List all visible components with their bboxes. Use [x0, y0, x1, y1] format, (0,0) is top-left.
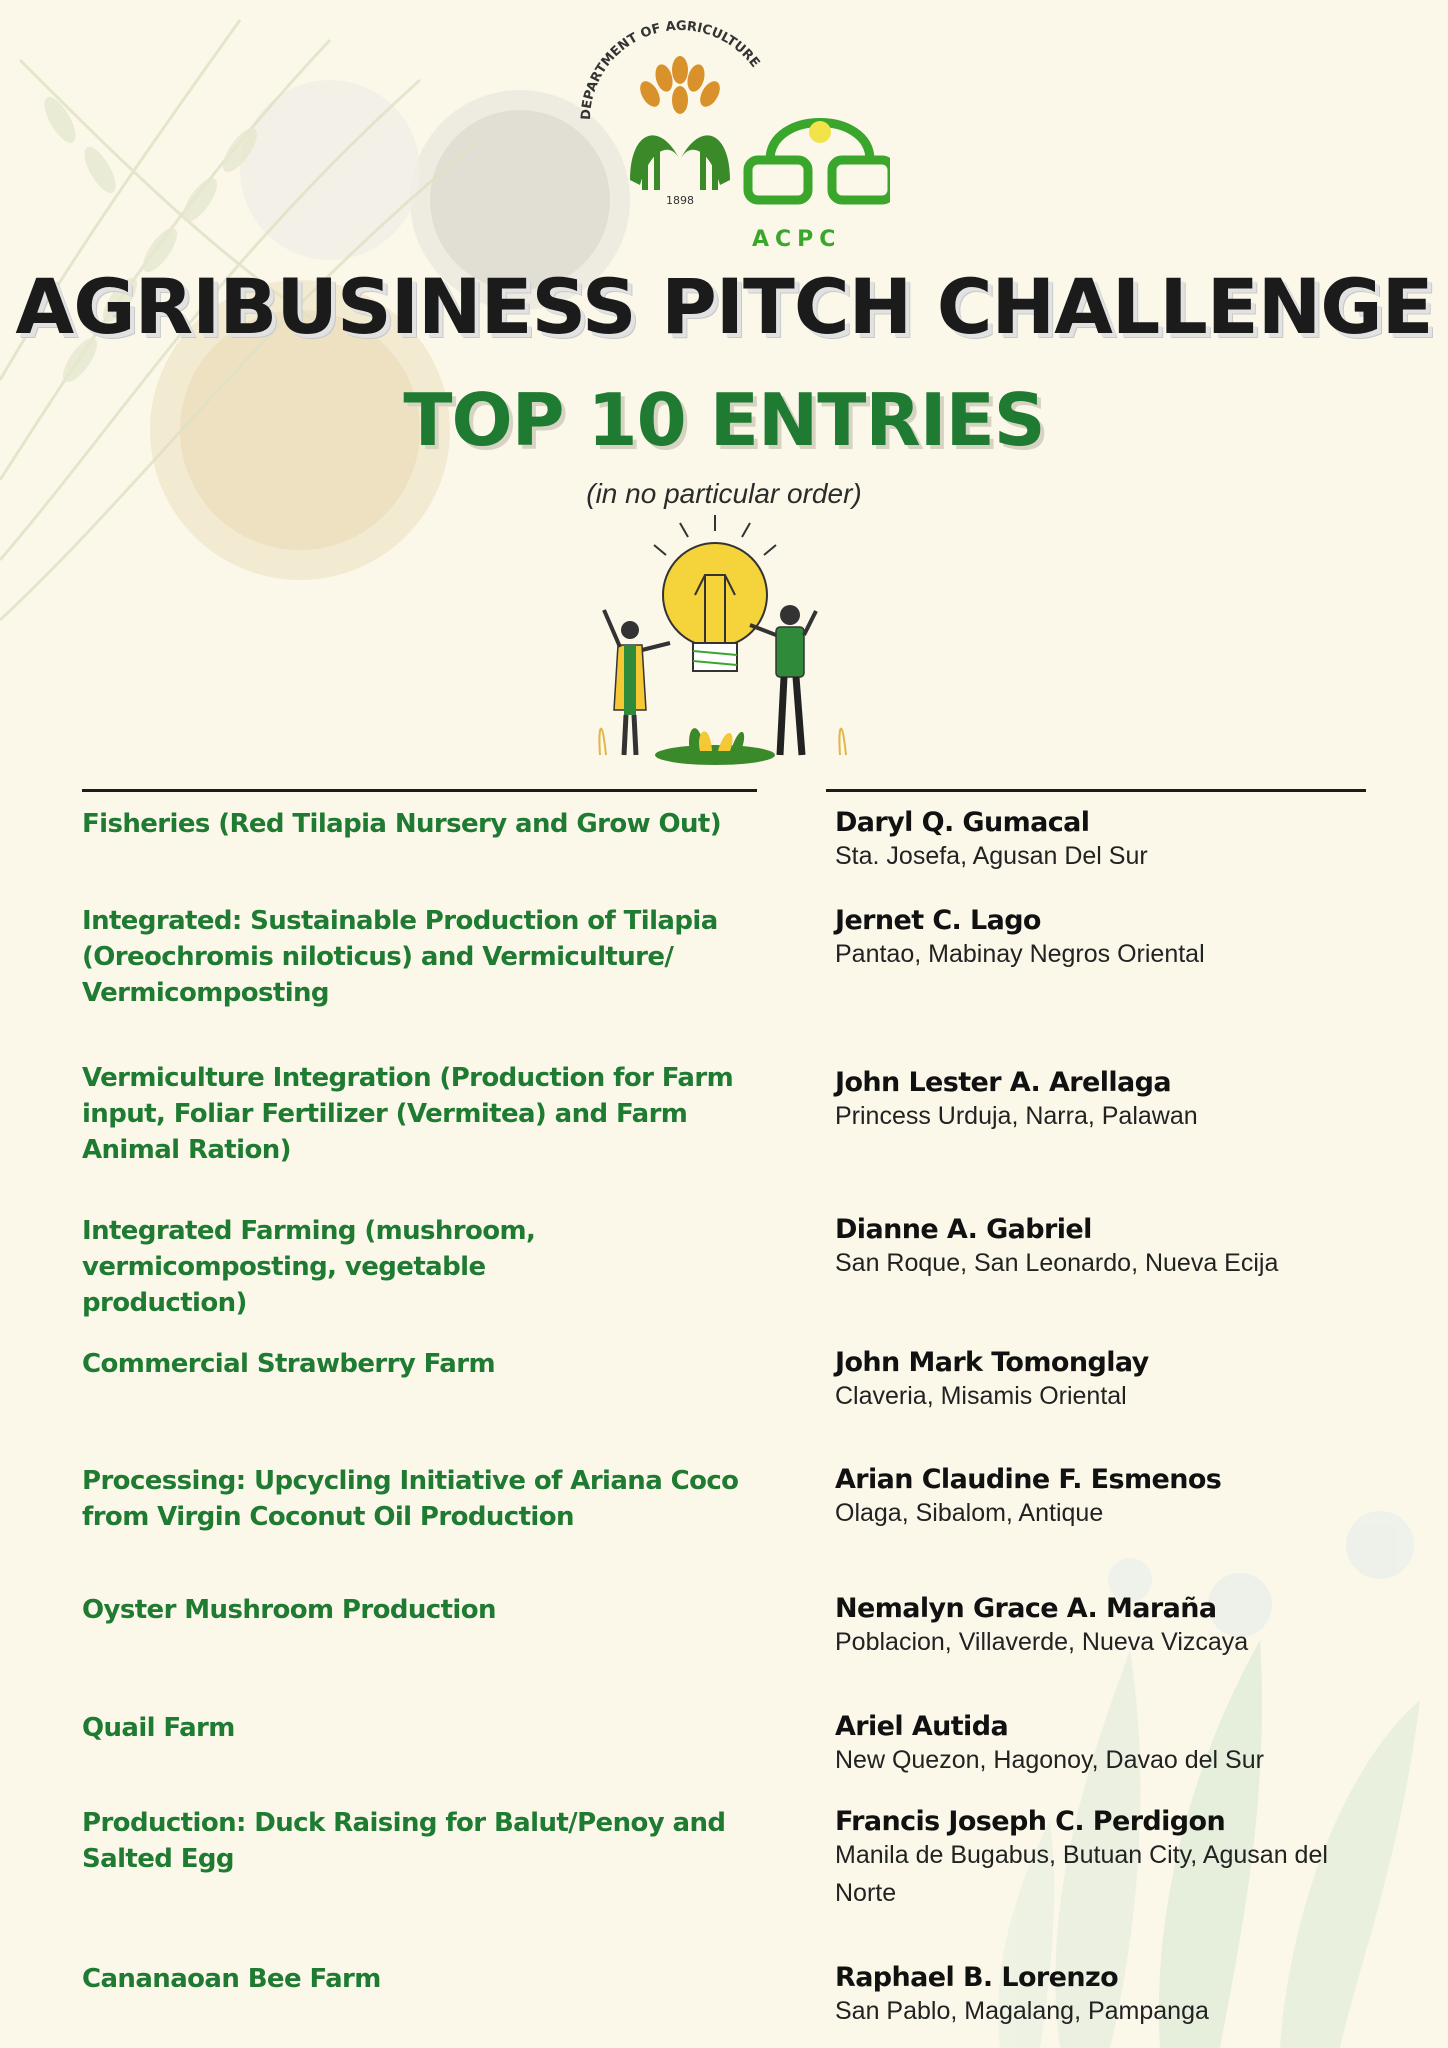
page-subtitle: TOP 10 ENTRIES [403, 378, 1045, 462]
entry-location: Sta. Josefa, Agusan Del Sur [835, 842, 1148, 870]
person-woman [604, 610, 670, 755]
svg-text:DEPARTMENT OF AGRICULTURE [579, 19, 763, 120]
entry-location: Princess Urduja, Narra, Palawan [835, 1102, 1198, 1130]
entry-title: Vermiculture Integration (Production for Farm input, Foliar Fertilizer (Vermitea) and Farm Animal Ration) [82, 1063, 734, 1165]
order-note: (in no particular order) [586, 478, 862, 509]
entry-name: John Lester A. Arellaga [835, 1067, 1172, 1098]
page-title: AGRIBUSINESS PITCH CHALLENGE [15, 262, 1433, 351]
entry-name: Arian Claudine F. Esmenos [835, 1464, 1222, 1495]
logos [570, 10, 890, 260]
entry-title: Fisheries (Red Tilapia Nursery and Grow Out) [82, 809, 721, 839]
entry-location: Claveria, Misamis Oriental [835, 1382, 1127, 1410]
entry-location: Olaga, Sibalom, Antique [835, 1499, 1104, 1527]
entry-name: Francis Joseph C. Perdigon [835, 1806, 1226, 1837]
divider-left [82, 789, 757, 792]
entry-name: Nemalyn Grace A. Maraña [835, 1593, 1217, 1624]
entry-location: Manila de Bugabus, Butuan City, Agusan del Norte [835, 1841, 1328, 1907]
acpc-label: ACPC [752, 227, 842, 252]
entry-location: Poblacion, Villaverde, Nueva Vizcaya [835, 1628, 1249, 1656]
entry-name: Jernet C. Lago [835, 905, 1041, 936]
lightbulb-illustration [590, 515, 860, 775]
entry-title: Cananaoan Bee Farm [82, 1964, 381, 1994]
entry-name: Ariel Autida [835, 1711, 1009, 1742]
entry-name: John Mark Tomonglay [835, 1347, 1149, 1378]
entry-title: Production: Duck Raising for Balut/Penoy and Salted Egg [82, 1808, 726, 1874]
entry-location: San Roque, San Leonardo, Nueva Ecija [835, 1249, 1279, 1277]
entry-title: Commercial Strawberry Farm [82, 1349, 495, 1379]
da-logo-text: DEPARTMENT OF AGRICULTURE [578, 18, 763, 121]
person-man [750, 605, 816, 755]
entry-title: Oyster Mushroom Production [82, 1595, 496, 1625]
entry-title: Integrated Farming (mushroom, vermicomposting, vegetable production) [82, 1216, 536, 1318]
acpc-logo [748, 121, 890, 200]
entry-location: New Quezon, Hagonoy, Davao del Sur [835, 1746, 1264, 1774]
lightbulb-icon [663, 543, 767, 647]
entry-name: Daryl Q. Gumacal [835, 807, 1090, 838]
entry-location: Pantao, Mabinay Negros Oriental [835, 940, 1205, 968]
entry-name: Raphael B. Lorenzo [835, 1962, 1119, 1993]
entry-location: San Pablo, Magalang, Pampanga [835, 1997, 1209, 2025]
entry-title: Processing: Upcycling Initiative of Ariana Coco from Virgin Coconut Oil Production [82, 1466, 739, 1532]
entry-title: Quail Farm [82, 1713, 235, 1743]
da-logo-year: 1898 [666, 194, 694, 207]
da-logo [579, 19, 770, 190]
divider-right [826, 789, 1366, 792]
entry-title: Integrated: Sustainable Production of Tilapia (Oreochromis niloticus) and Vermiculture/ Vermicomposting [82, 906, 718, 1008]
entry-name: Dianne A. Gabriel [835, 1214, 1092, 1245]
